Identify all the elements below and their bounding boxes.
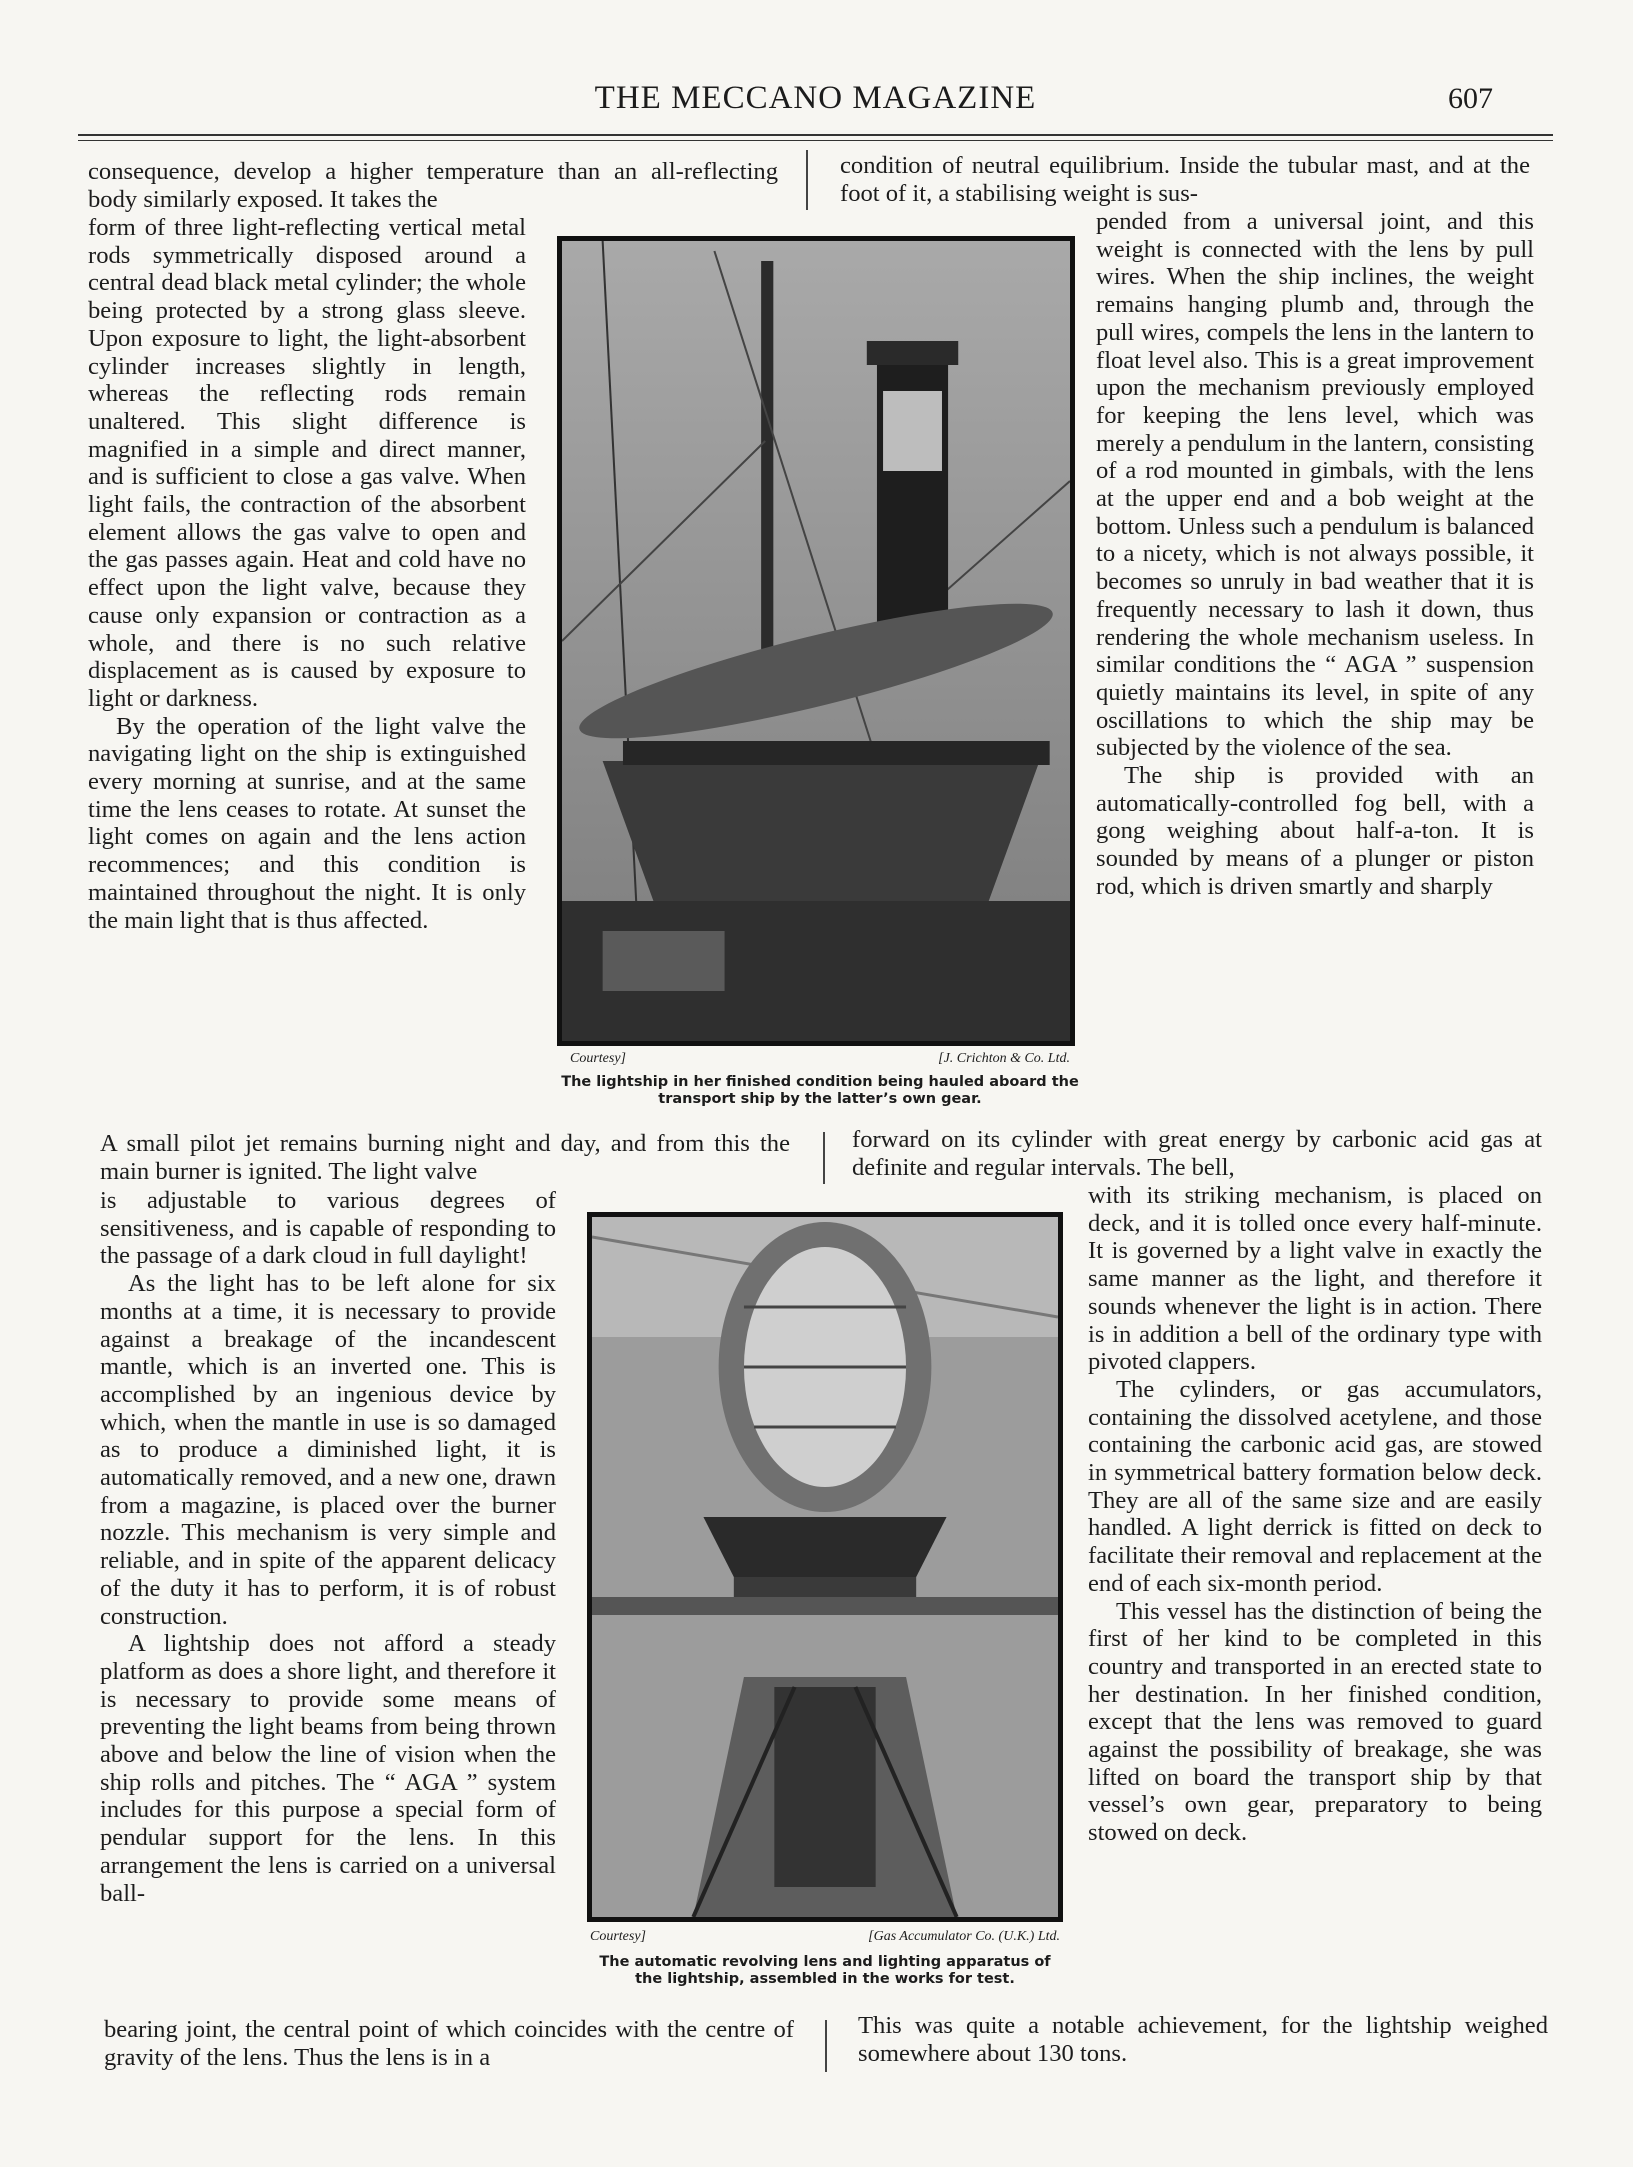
left-column-b bbox=[100, 1187, 556, 1907]
right-column-b bbox=[1088, 1182, 1542, 1847]
page-number: 607 bbox=[1448, 82, 1493, 115]
magazine-title: THE MECCANO MAGAZINE bbox=[594, 80, 1037, 116]
lens-apparatus-photo bbox=[587, 1212, 1063, 1922]
figure1-credit-right: [J. Crichton & Co. Ltd. bbox=[938, 1051, 1070, 1066]
column-divider bbox=[823, 1132, 825, 1184]
right-column-bottom bbox=[858, 2012, 1548, 2067]
paragraph: pended from a universal joint, and this weight is connected with the lens by pull wires. When the ship inclines, the weight remains hanging plumb and, through the pull wires, compels the lens in the lantern to float level also. This is a great improvement upon the mechanism previously employed for keeping the lens level, which was merely a pendulum in the lantern, consisting of a rod mounted in gimbals, with the lens at the upper end and a bob weight at the bottom. Unless such a pendulum is balanced to a nicety, which is not always possible, it becomes so unruly in bad weather that it is frequently necessary to lash it down, thus rendering the whole mechanism useless. In similar conditions the “ AGA ” suspension quietly maintains its level, in spite of any oscillations to which the ship may be subjected by the violence of the sea. bbox=[1096, 208, 1534, 762]
paragraph: consequence, develop a higher temperature than an all-reflecting body similarly exposed. It takes the bbox=[88, 158, 778, 213]
left-column-bottom bbox=[104, 2016, 794, 2071]
page-header bbox=[78, 80, 1553, 130]
figure2-credit-right: [Gas Accumulator Co. (U.K.) Ltd. bbox=[868, 1929, 1060, 1944]
paragraph: The ship is provided with an automatically-controlled fog bell, with a gong weighing about half-a-ton. It is sounded by means of a plunger or piston rod, which is driven smartly and sharply bbox=[1096, 762, 1534, 900]
paragraph: This vessel has the distinction of being the first of her kind to be completed in this country and transported in an erected state to her destination. In her finished condition, except that the lens was removed to guard against the possibility of breakage, she was lifted on board the transport ship by that vessel’s own gear, preparatory to being stowed on deck. bbox=[1088, 1597, 1542, 1847]
paragraph: form of three light-reflecting vertical metal rods symmetrically disposed around a central dead black metal cylinder; the whole being protected by a strong glass sleeve. Upon exposure to light, the light-absorbent cylinder increases slightly in length, whereas the reflecting rods remain unaltered. This slight difference is magnified in a simple and direct manner, and is sufficient to close a gas valve. When light fails, the contraction of the absorbent element allows the gas valve to open and the gas passes again. Heat and cold have no effect upon the light valve, because they cause only expansion or contraction as a whole, and there is no such relative displacement as is caused by exposure to light or darkness. bbox=[88, 214, 526, 712]
paragraph: The cylinders, or gas accumulators, containing the dissolved acetylene, and those containing the carbonic acid gas, are stowed in symmetrical battery formation below deck. They are all of the same size and are easily handled. A light derrick is fitted on deck to facilitate their removal and replacement at the end of each six-month period. bbox=[1088, 1375, 1542, 1597]
paragraph: is adjustable to various degrees of sensitiveness, and is capable of responding to the passage of a dark cloud in full daylight! bbox=[100, 1187, 556, 1270]
paragraph: condition of neutral equilibrium. Inside the tubular mast, and at the foot of it, a stabilising weight is sus- bbox=[840, 152, 1530, 207]
paragraph: bearing joint, the central point of which coincides with the centre of gravity of the lens. Thus the lens is in a bbox=[104, 2016, 794, 2071]
figure1-caption: The lightship in her finished condition being hauled aboard the transport ship by the latter’s own gear. bbox=[561, 1074, 1079, 1107]
paragraph: This was quite a notable achievement, for the lightship weighed somewhere about 130 tons. bbox=[858, 2012, 1548, 2067]
paragraph: forward on its cylinder with great energy by carbonic acid gas at definite and regular intervals. The bell, bbox=[852, 1126, 1542, 1181]
paragraph: A lightship does not afford a steady platform as does a shore light, and therefore it is necessary to provide some means of preventing the light beams from being thrown above and below the line of vision when the ship rolls and pitches. The “ AGA ” system includes for this purpose a special form of pendular support for the lens. In this arrangement the lens is carried on a universal ball- bbox=[100, 1630, 556, 1907]
right-column-top bbox=[840, 152, 1530, 207]
left-column-top bbox=[88, 158, 778, 213]
column-divider bbox=[806, 150, 808, 210]
figure1-credit-left: Courtesy] bbox=[570, 1051, 626, 1066]
column-divider bbox=[825, 2020, 827, 2072]
right-column-a bbox=[1096, 208, 1534, 901]
figure2-caption: The automatic revolving lens and lighting apparatus of the lightship, assembled in the works for test. bbox=[599, 1954, 1051, 1987]
header-rule bbox=[78, 134, 1553, 136]
paragraph: with its striking mechanism, is placed on deck, and it is tolled once every half-minute. It is governed by a light valve in exactly the same manner as the light, and therefore it sounds whenever the light is in action. There is in addition a bell of the ordinary type with pivoted clappers. bbox=[1088, 1182, 1542, 1376]
right-column-mid bbox=[852, 1126, 1542, 1181]
paragraph: By the operation of the light valve the navigating light on the ship is extinguished every morning at sunrise, and at the same time the lens ceases to rotate. At sunset the light comes on again and the lens action recommences; and this condition is maintained throughout the night. It is only the main light that is thus affected. bbox=[88, 712, 526, 934]
left-column-a bbox=[88, 214, 526, 934]
paragraph: A small pilot jet remains burning night and day, and from this the main burner is ignited. The light valve bbox=[100, 1130, 790, 1185]
header-rule-thin bbox=[78, 140, 1553, 141]
figure2-credit-left: Courtesy] bbox=[590, 1929, 646, 1944]
paragraph: As the light has to be left alone for six months at a time, it is necessary to provide against a breakage of the incandescent mantle, which is an inverted one. This is accomplished by an ingenious device by which, when the mantle in use is so damaged as to produce a diminished light, it is automatically removed, and a new one, drawn from a magazine, is placed over the burner nozzle. This mechanism is very simple and reliable, and in spite of the apparent delicacy of the duty it has to perform, it is of robust construction. bbox=[100, 1270, 556, 1630]
lightship-photo bbox=[557, 236, 1075, 1046]
left-column-mid bbox=[100, 1130, 790, 1185]
